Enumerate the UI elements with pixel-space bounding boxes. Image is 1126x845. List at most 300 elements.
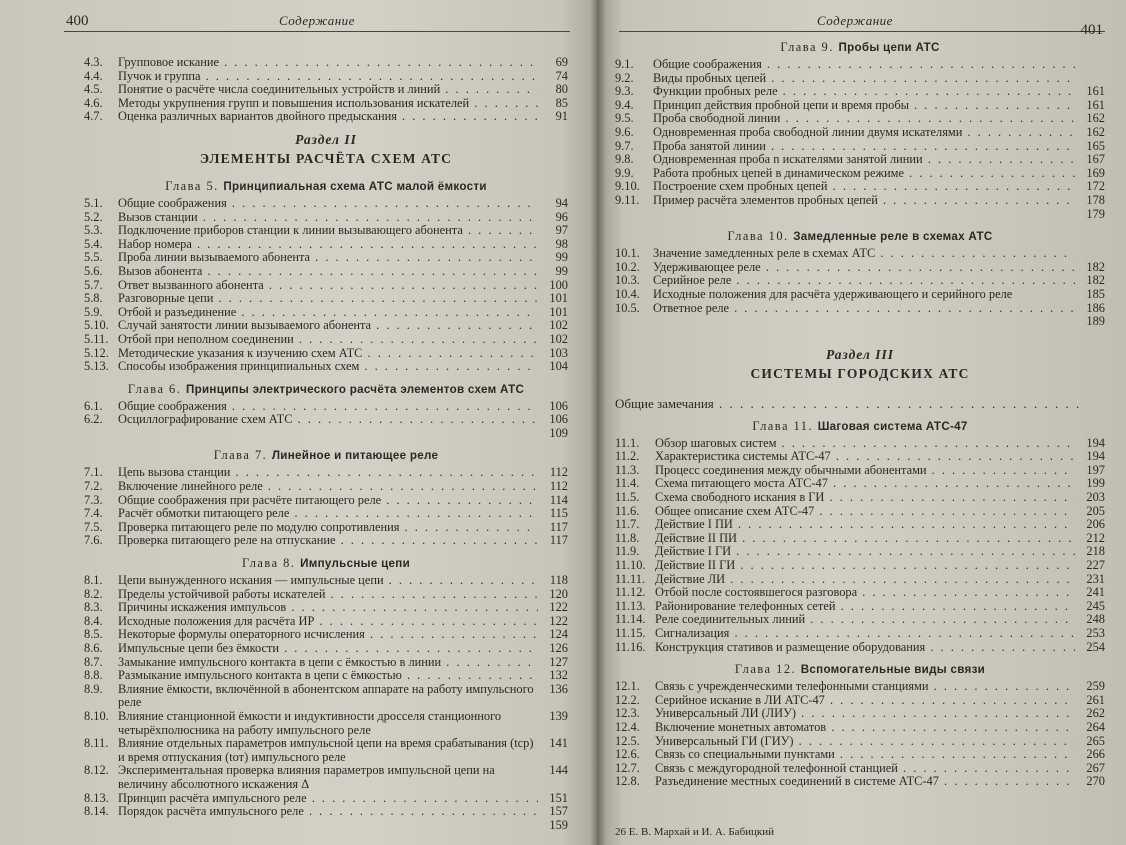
entry-number: 5.3. [84,223,103,238]
entry-number: 11.4. [615,476,640,491]
entry-page: 91 [555,109,568,124]
entry-title: Конструкция стативов и размещение оборудования . . . [655,641,1075,655]
entry-page: 106 [549,412,568,427]
toc-entry [84,279,568,293]
entry-number: 11.12. [615,585,646,600]
entry-title: Причины искажения импульсов . . . [118,601,538,615]
entry-number: 8.12. [84,763,109,778]
entry-page: 241 [1086,585,1105,600]
entry-number: 11.9. [615,544,640,559]
entry-number: 11.2. [615,449,640,464]
chapter-word: Глава 9. [780,40,834,54]
toc-entry [615,153,1105,167]
entry-page: 172 [1086,179,1105,194]
toc-entry [615,532,1105,546]
toc-entry [84,97,568,111]
entry-title: Включение линейного реле . . . [118,480,538,494]
toc-entry [84,319,568,333]
toc-entry [615,464,1105,478]
toc-entry [84,466,568,480]
entry-number: 9.4. [615,97,634,112]
entry-title: Общие соображения при расчёте питающего реле . . . [118,494,538,508]
chapter-heading [615,419,1105,434]
toc-entry [615,450,1105,464]
entry-title: Цепь вызова станции . . . [118,466,538,480]
toc-entry [84,197,568,211]
entry-page: 206 [1086,517,1105,532]
chapter-word: Глава 10. [727,229,789,244]
entry-page: 117 [549,533,568,548]
entry-number: 11.7. [615,517,640,532]
toc-entry [84,400,568,414]
toc-entry [615,261,1105,275]
entry-number: 10.2. [615,259,640,274]
toc-entry [615,288,1105,302]
entry-page: 101 [549,291,568,306]
chapter-title: Шаговая система АТС-47 [817,419,968,433]
entry-number: 7.5. [84,519,103,534]
footer-signature: 26 Е. В. Мархай и И. А. Бабицкий [615,826,775,838]
entry-page: 100 [549,277,568,292]
entry-number: 12.4. [615,719,640,734]
section-label: Раздел II [295,131,357,147]
chapter-heading [84,556,568,571]
entry-number: 7.1. [84,465,103,480]
toc-entry [84,211,568,225]
toc-entry [615,247,1105,261]
toc-entry [84,792,568,806]
toc-entry [615,600,1105,614]
entry-title: Методы укрупнения групп и повышения использования искателей . . . [118,97,538,111]
entry-title: Действие II ГИ . . . [655,559,1075,573]
entry-number: 8.2. [84,586,103,601]
toc-entry [84,413,568,427]
entry-page: 254 [1086,639,1105,654]
entry-page: 162 [1086,124,1105,139]
entry-number: 11.13. [615,598,646,613]
toc-entry [84,588,568,602]
entry-title: Серийное искание в ЛИ АТС-47 . . . [655,694,1075,708]
entry-page: 112 [549,479,568,494]
entry-page: 115 [549,506,568,521]
entry-title: Общие соображения . . . [118,197,538,211]
chapter-title: Принципы электрического расчёта элементов схем АТС [185,382,525,396]
entry-number: 8.10. [84,708,109,723]
entry-title: Импульсные цепи без ёмкости . . . [118,642,538,656]
entry-page: 74 [555,68,568,83]
entry-page: 179 [1086,206,1105,221]
entry-number: 6.2. [84,412,103,427]
entry-number: 5.7. [84,277,103,292]
entry-number: 12.7. [615,760,640,775]
toc-entry [615,559,1105,573]
entry-title: Пределы устойчивой работы искателей . . . [118,588,538,602]
chapter-heading [84,382,568,397]
entry-number: 8.13. [84,790,109,805]
entry-number: 9.6. [615,124,634,139]
toc-entry [615,735,1105,749]
entry-number: 5.6. [84,263,103,278]
toc-entry [615,748,1105,762]
toc-entry [84,764,568,791]
entry-number: 5.2. [84,209,103,224]
entry-number: 4.6. [84,95,103,110]
entry-title: Экспериментальная проверка влияния параметров импульсной цепи на величину абсолютного искажения Δ [118,764,495,791]
toc-entry [84,480,568,494]
entry-title: Проба свободной линии . . . [653,112,1075,126]
toc-entry [84,669,568,683]
entry-number: 11.15. [615,626,646,640]
entry-page: 261 [1086,692,1105,707]
book-gutter [590,0,606,845]
entry-number: 11.14. [615,612,646,627]
toc-entry [615,613,1105,627]
entry-number: 12.5. [615,733,640,748]
entry-number: 8.9. [84,681,103,696]
continuation-page [84,819,568,833]
entry-title: Характеристика системы АТС-47 . . . [655,450,1075,464]
toc-entry [615,762,1105,776]
entry-title: Пучок и группа . . . [118,70,538,84]
toc-entry [615,437,1105,451]
chapter-title: Принципиальная схема АТС малой ёмкости [223,179,487,193]
entry-page: 99 [555,250,568,265]
entry-number: 5.8. [84,291,103,306]
entry-title: Удерживающее реле . . . [653,261,1075,275]
entry-number: 9.7. [615,138,634,153]
entry-number: 9.8. [615,152,634,167]
entry-title: Проба занятой линии . . . [653,140,1075,154]
entry-number: 9.11. [615,192,640,207]
toc-entry [615,518,1105,532]
entry-title: Одновременная проба свободной линии двумя искателями . . . [653,126,1075,140]
entry-number: 5.11. [84,331,109,346]
entry-number: 5.5. [84,250,103,265]
entry-title: Проба линии вызываемого абонента . . . [118,251,538,265]
entry-page: 85 [555,95,568,110]
entry-title: Вызов станции . . . [118,211,538,225]
entry-page: 103 [549,345,568,360]
entry-number: 7.3. [84,492,103,507]
entry-page: 98 [555,236,568,251]
toc-entry [84,56,568,70]
entry-page: 157 [549,804,568,819]
entry-title: Влияние отдельных параметров импульсной цепи на время срабатывания (tср) и время отпускания (tот) импульсного реле [118,737,534,764]
entry-title: Серийное реле . . . [653,274,1075,288]
entry-number: 9.5. [615,111,634,126]
entry-number: 4.4. [84,68,103,83]
right-page [597,0,1126,845]
entry-title: Цепи вынужденного искания — импульсные цепи . . . [118,574,538,588]
chapter-word: Глава 5. [165,178,219,193]
toc-entry [615,775,1105,789]
entry-page: 80 [555,82,568,97]
chapter-title: Вспомогательные виды связи [800,663,986,677]
entry-number: 11.16. [615,639,646,654]
toc-entry [84,70,568,84]
entry-number: 11.10. [615,558,646,573]
entry-page: 267 [1086,760,1105,775]
entry-page: 264 [1086,719,1105,734]
toc-entry [84,347,568,361]
chapter-heading [84,179,568,194]
entry-number: 5.1. [84,195,103,210]
entry-number: 7.2. [84,479,103,494]
entry-page: 265 [1086,733,1105,748]
entry-page: 139 [549,708,568,723]
chapter-title: Замедленные реле в схемах АТС [793,230,993,244]
chapter-heading [615,662,1105,677]
entry-page: 96 [555,209,568,224]
entry-page: 270 [1086,774,1105,789]
entry-page: 199 [1086,476,1105,491]
entry-page: 114 [549,492,568,507]
entry-page: 259 [1086,679,1105,694]
section-label: Раздел III [826,346,894,362]
entry-number: 8.7. [84,654,103,669]
entry-page: 266 [1086,747,1105,762]
entry-title: Подключение приборов станции к линии вызывающего абонента . . . [118,224,538,238]
chapter-word: Глава 11. [752,418,814,433]
entry-title: Отбой и разъединение . . . [118,306,538,320]
entry-title: Отбой при неполном соединении . . . [118,333,538,347]
toc-entry [615,99,1105,113]
entry-number: 8.3. [84,600,103,615]
entry-title: Процесс соединения между обычными абонентами . . . [655,464,1075,478]
entry-number: 5.10. [84,318,109,333]
toc-entry [615,477,1105,491]
toc-entry [615,573,1105,587]
toc-entry [615,112,1105,126]
entry-page: 212 [1086,530,1105,545]
entry-number: 4.5. [84,82,103,97]
entry-page: 94 [555,195,568,210]
entry-page: 203 [1086,490,1105,505]
toc-entry [84,224,568,238]
entry-title: Групповое искание . . . [118,56,538,70]
entry-page: 144 [549,763,568,778]
toc-entry [84,683,568,710]
entry-page: 161 [1086,97,1105,112]
toc-entry [615,641,1105,655]
entry-number: 4.7. [84,109,103,124]
left-running-title: Содержание [279,13,355,28]
entry-title: Проверка питающего реле на отпускание . . . [118,534,538,548]
toc-entry [84,615,568,629]
toc-entry [84,710,568,737]
entry-number: 11.3. [615,462,640,477]
entry-title: Действие II ПИ . . . [655,532,1075,546]
left-toc [84,56,568,832]
entry-page: 101 [549,304,568,319]
right-toc [615,40,1105,789]
entry-number: 7.6. [84,533,103,548]
entry-title: Понятие о расчёте числа соединительных устройств и линий . . . [118,83,538,97]
entry-title: Действие I ГИ . . . [655,545,1075,559]
entry-page: 109 [549,425,568,440]
toc-entry [615,194,1105,208]
entry-number: 7.4. [84,506,103,521]
toc-entry [84,507,568,521]
entry-page: 136 [549,681,568,696]
section-title: СИСТЕМЫ ГОРОДСКИХ АТС [750,365,970,381]
entry-page: 218 [1086,544,1105,559]
entry-title: Включение монетных автоматов . . . [655,721,1075,735]
entry-page: 124 [549,627,568,642]
entry-page: 159 [549,817,568,832]
entry-page: 185 [1086,286,1105,301]
entry-page: 106 [549,398,568,413]
left-running-head [64,6,570,32]
entry-number: 9.3. [615,84,634,99]
entry-number: 4.3. [84,55,103,69]
entry-number: 11.1. [615,435,640,450]
entry-page: 169 [1086,165,1105,180]
entry-title: Некоторые формулы операторного исчисления . . . [118,628,538,642]
toc-entry [84,601,568,615]
entry-title: Действие ЛИ . . . [655,573,1075,587]
toc-entry [84,360,568,374]
entry-number: 5.9. [84,304,103,319]
entry-page: 102 [549,331,568,346]
entry-title: Одновременная проба n искателями занятой линии . . . [653,153,1075,167]
chapter-heading [615,40,1105,55]
chapter-word: Глава 7. [213,448,268,463]
toc-entry [615,302,1105,316]
entry-page: 99 [555,263,568,278]
continuation-page [84,427,568,441]
toc-entry [84,333,568,347]
chapter-word: Глава 8. [241,556,296,571]
chapter-word: Глава 6. [127,381,182,396]
entry-page: 182 [1086,273,1105,288]
chapter-title: Пробы цепи АТС [838,41,940,54]
entry-number: 8.6. [84,641,103,655]
entry-number: 8.8. [84,668,103,683]
entry-page: 102 [549,318,568,333]
entry-number: 11.8. [615,530,640,545]
entry-page: 118 [549,573,568,588]
toc-entry [84,292,568,306]
toc-entry [84,805,568,819]
right-page-number: 401 [1080,22,1103,38]
entry-page: 253 [1086,626,1105,640]
entry-title: Способы изображения принципиальных схем . . . [118,360,538,374]
entry-number: 11.5. [615,490,640,505]
toc-entry [615,721,1105,735]
chapter-heading [615,229,1105,244]
toc-entry [84,656,568,670]
entry-page: 127 [549,654,568,669]
entry-page: 151 [549,790,568,805]
toc-entry [84,265,568,279]
entry-page: 132 [549,668,568,683]
entry-number: 8.1. [84,573,103,588]
toc-entry [615,627,1105,641]
entry-page: 231 [1086,571,1105,586]
entry-title: Размыкание импульсного контакта в цепи с ёмкостью . . . [118,669,538,683]
entry-page: 194 [1086,449,1105,464]
entry-title: Пример расчёта элементов пробных цепей . . . [653,194,1075,208]
entry-number: 10.3. [615,273,640,288]
toc-entry [84,642,568,656]
entry-page: 161 [1086,84,1105,99]
toc-entry [84,238,568,252]
entry-title: Реле соединительных линий . . . [655,613,1075,627]
toc-entry [615,505,1105,519]
entry-title: Общие соображения . . . [653,58,1075,72]
entry-page: 104 [549,359,568,374]
entry-page: 197 [1086,462,1105,477]
toc-entry [615,545,1105,559]
toc-entry [615,180,1105,194]
entry-title: Общее описание схем АТС-47 . . . [655,505,1075,519]
entry-title: Разъединение местных соединений в системе АТС-47 . . . [655,775,1075,789]
entry-page: 205 [1086,503,1105,518]
toc-entry [84,251,568,265]
toc-entry [615,707,1105,721]
toc-entry [84,628,568,642]
entry-title: Исходные положения для расчёта ИР . . . [118,615,538,629]
entry-page: 122 [549,613,568,628]
entry-page: 97 [555,223,568,238]
entry-number: 10.5. [615,300,640,315]
entry-title: Исходные положения для расчёта удерживающего и серийного реле [653,287,1013,301]
entry-title: Виды пробных цепей . . . [653,72,1075,86]
toc-entry [84,83,568,97]
entry-page: 182 [1086,259,1105,274]
toc-entry [615,680,1105,694]
entry-number: 8.4. [84,613,103,628]
chapter-heading [84,448,568,463]
entry-number: 12.1. [615,679,640,694]
entry-number: 9.9. [615,165,634,180]
entry-title: Универсальный ГИ (ГИУ) . . . [655,735,1075,749]
section-title: ЭЛЕМЕНТЫ РАСЧЁТА СХЕМ АТС [199,150,453,166]
toc-entry [84,110,568,124]
entry-page: 117 [549,519,568,534]
entry-title: Ответное реле . . . [653,302,1075,316]
entry-title: Ответ вызванного абонента . . . [118,279,538,293]
entry-title: Сигнализация . . . [655,627,1075,641]
chapter-title: Импульсные цепи [300,557,411,571]
entry-page: 262 [1086,706,1105,721]
continuation-page [615,315,1105,329]
general-remarks [615,396,1105,411]
toc-entry [84,737,568,764]
entry-page: 162 [1086,111,1105,126]
entry-title: Построение схем пробных цепей . . . [653,180,1075,194]
entry-title: Разговорные цепи . . . [118,292,538,306]
entry-title: Связь с учрежденческими телефонными станциями . . . [655,680,1075,694]
entry-number: 10.4. [615,286,640,301]
entry-number: 11.11. [615,571,646,586]
entry-title: Работа пробных цепей в динамическом режиме . . . [653,167,1075,181]
entry-page: 112 [549,465,568,480]
entry-title: Отбой после состоявшегося разговора . . . [655,586,1075,600]
entry-title: Замыкание импульсного контакта в цепи с ёмкостью в линии . . . [118,656,538,670]
entry-page: 167 [1086,152,1105,167]
entry-title: Универсальный ЛИ (ЛИУ) . . . [655,707,1075,721]
entry-title: Принцип действия пробной цепи и время пробы . . . [653,99,1075,113]
entry-title: Случай занятости линии вызываемого абонента . . . [118,319,538,333]
entry-number: 9.10. [615,179,640,194]
entry-title: Влияние станционной ёмкости и индуктивности дросселя станционного четырёхполюсника на работу импульсного реле [118,709,502,737]
entry-title: Проверка питающего реле по модулю сопротивления . . . [118,521,538,535]
entry-number: 9.1. [615,57,634,71]
toc-entry [615,58,1105,72]
entry-number: 8.5. [84,627,103,642]
